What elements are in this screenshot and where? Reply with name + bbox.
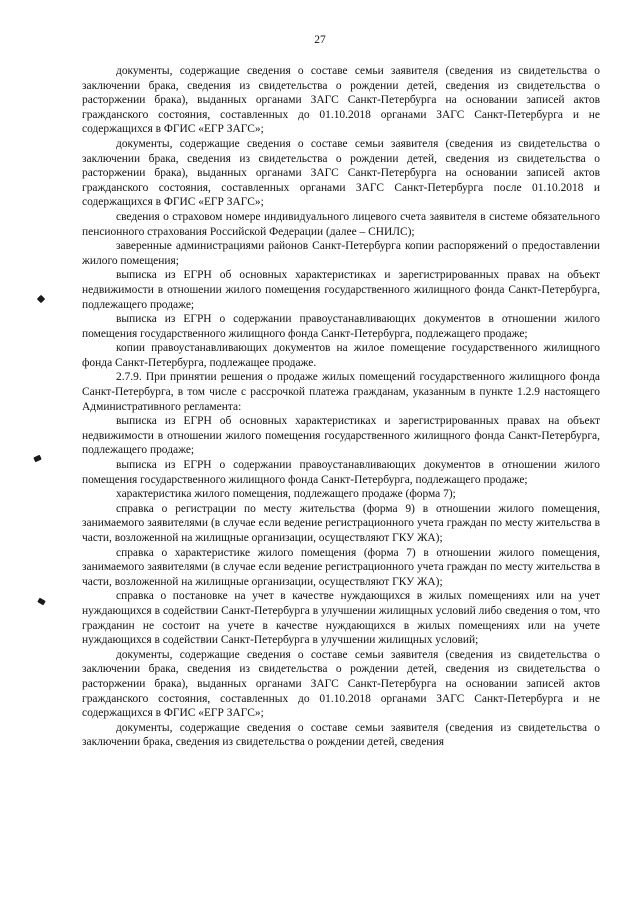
paragraph: справка о постановке на учет в качестве нуждающихся в жилых помещениях или на учет нуждающихся в содействии Санкт-Петербурга в улучшении жилищных условий либо сведения о том, что гражданин не состоит на учете в качестве нуждающихся в жилых помещениях или на учете нуждающихся в содействии Санкт-Петербурга в улучшении жилищных условий; <box>82 590 600 647</box>
paragraph: выписка из ЕГРН об основных характеристиках и зарегистрированных правах на объект недвижимости в отношении жилого помещения государственного жилищного фонда Санкт-Петербурга, подлежащего продаже; <box>82 415 600 457</box>
scan-mark <box>37 295 45 303</box>
paragraph: документы, содержащие сведения о составе семьи заявителя (сведения из свидетельства о заключении брака, сведения из свидетельства о рождении детей, сведения <box>82 721 600 749</box>
page-number: 27 <box>314 34 326 46</box>
paragraph: документы, содержащие сведения о составе семьи заявителя (сведения из свидетельства о заключении брака, сведения из свидетельства о рождении детей, сведения из свидетельства о расторжении брака), выданных органами ЗАГС Санкт-Петербурга на основании записей актов гражданского состояния, составленных до 01.10.2018 органами ЗАГС Санкт-Петербурга и не содержащихся в ФГИС «ЕГР ЗАГС»; <box>82 648 600 720</box>
paragraph: 2.7.9. При принятии решения о продаже жилых помещений государственного жилищного фонда Санкт-Петербурга, в том числе с рассрочкой платежа гражданам, указанным в пункте 1.2.9 настоящего Административного регламента: <box>82 371 600 413</box>
paragraph: справка о регистрации по месту жительства (форма 9) в отношении жилого помещения, занимаемого заявителями (в случае если ведение регистрационного учета граждан по месту жительства в части, возложенной на жилищные организации, осуществляют ГКУ ЖА); <box>82 502 600 544</box>
paragraph: сведения о страховом номере индивидуального лицевого счета заявителя в системе обязательного пенсионного страхования Российской Федерации (далее – СНИЛС); <box>82 210 600 238</box>
paragraph: выписка из ЕГРН о содержании правоустанавливающих документов в отношении жилого помещения государственного жилищного фонда Санкт-Петербурга, подлежащего продаже; <box>82 313 600 340</box>
paragraph: копии правоустанавливающих документов на жилое помещение государственного жилищного фонда Санкт-Петербурга, подлежащее продаже. <box>82 342 600 369</box>
scan-mark <box>37 598 46 606</box>
paragraph: выписка из ЕГРН об основных характеристиках и зарегистрированных правах на объект недвижимости в отношении жилого помещения государственного жилищного фонда Санкт-Петербурга, подлежащего продаже; <box>82 269 600 311</box>
paragraph: заверенные администрациями районов Санкт-Петербурга копии распоряжений о предоставлении жилого помещения; <box>82 240 600 267</box>
scan-mark <box>33 455 41 462</box>
paragraph: характеристика жилого помещения, подлежащего продаже (форма 7); <box>116 488 456 501</box>
paragraph: документы, содержащие сведения о составе семьи заявителя (сведения из свидетельства о заключении брака, сведения из свидетельства о рождении детей, сведения из свидетельства о расторжении брака), выданных органами ЗАГС Санкт-Петербурга на основании записей актов гражданского состояния, составленных до 01.10.2018 органами ЗАГС Санкт-Петербурга и не содержащихся в ФГИС «ЕГР ЗАГС»; <box>82 65 600 136</box>
document-body <box>82 64 600 750</box>
paragraph: справка о характеристике жилого помещения (форма 7) в отношении жилого помещения, занимаемого заявителями (в случае если ведение регистрационного учета граждан по месту жительства в части, возложенной на жилищные организации, осуществляют ГКУ ЖА); <box>82 546 600 588</box>
paragraph: документы, содержащие сведения о составе семьи заявителя (сведения из свидетельства о заключении брака, сведения из свидетельства о рождении детей, сведения из свидетельства о расторжении брака), выданных органами ЗАГС Санкт-Петербурга на основании записей актов гражданского состояния, составленных органами ЗАГС Санкт-Петербурга после 01.10.2018 и содержащихся в ФГИС «ЕГР ЗАГС»; <box>82 137 600 209</box>
paragraph: выписка из ЕГРН о содержании правоустанавливающих документов в отношении жилого помещения государственного жилищного фонда Санкт-Петербурга, подлежащего продаже; <box>82 459 600 486</box>
